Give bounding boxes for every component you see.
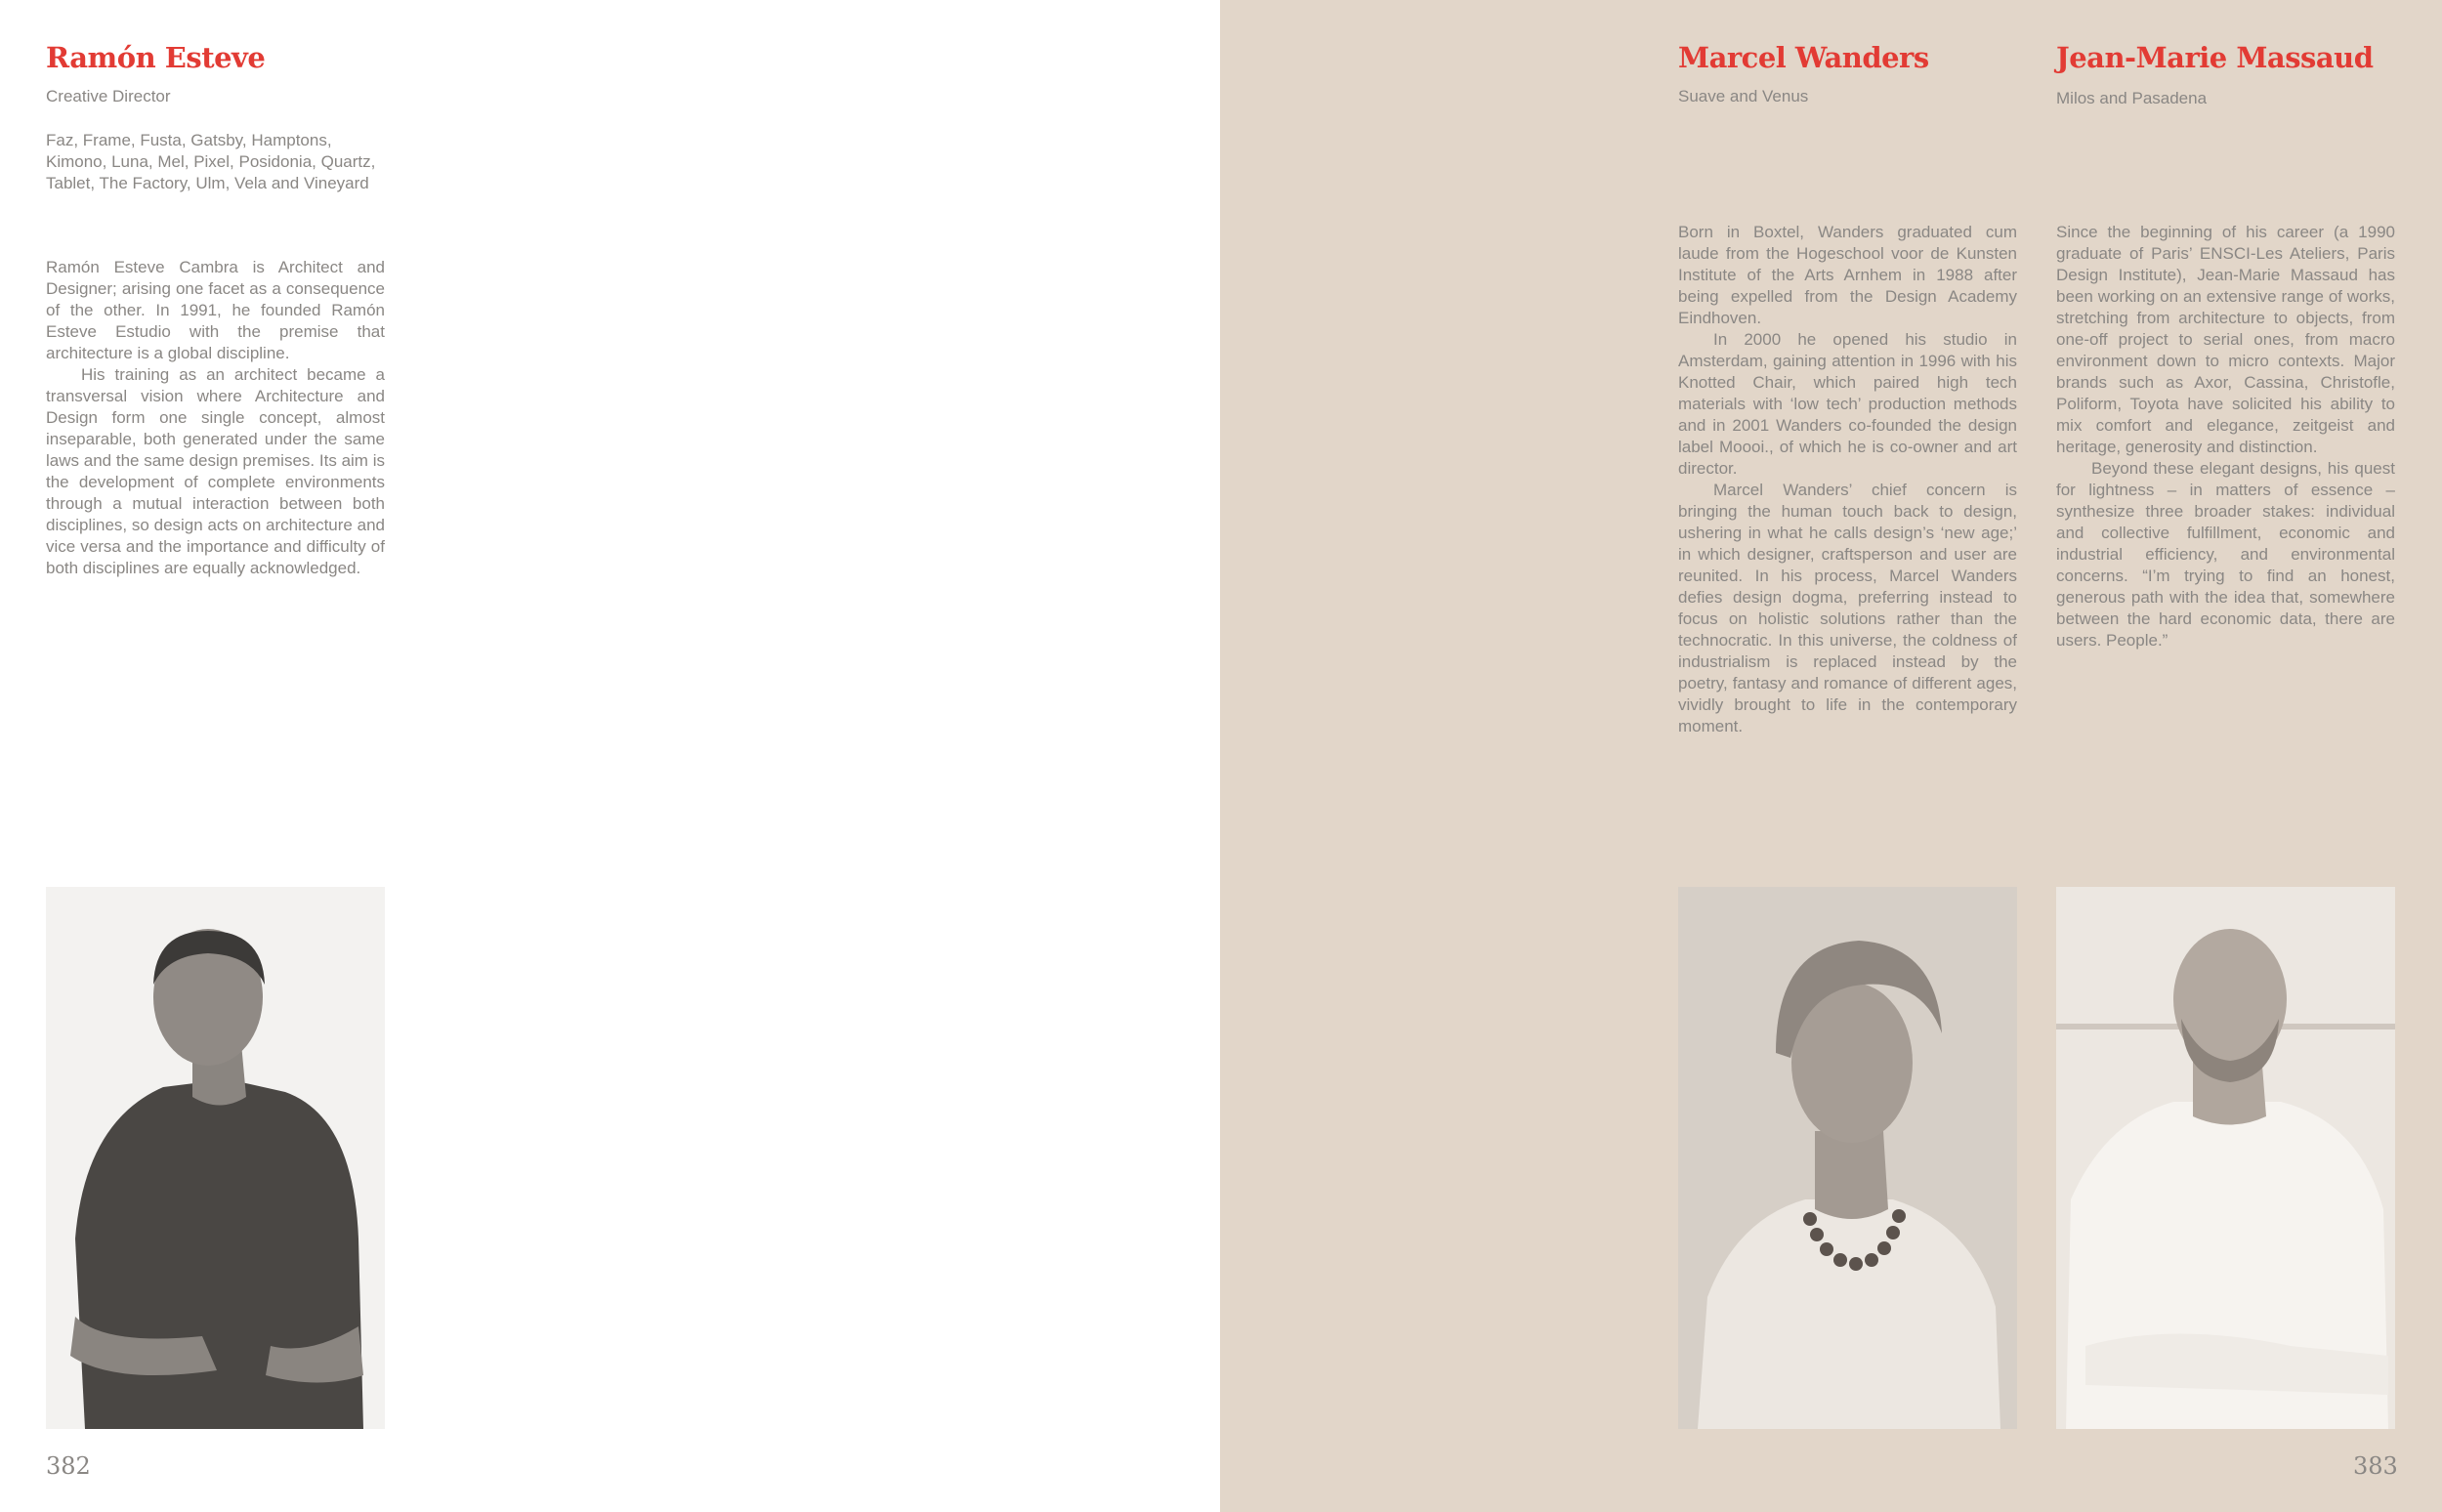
portrait-photo-marcel-wanders (1678, 887, 2017, 1429)
page-number: 382 (46, 1452, 91, 1480)
bio-paragraph: Since the beginning of his career (a 1990 graduate of Paris’ ENSCI-Les Ateliers, Paris Design Institute), Jean-Marie Massaud has been working on an extensive range of works, stretching from architecture to objects, from one-off project to serial ones, from macro environment down to micro contexts. Major brands such as Axor, Cassina, Christofle, Poliform, Toyota have solicited his ability to mix comfort and elegance, zeitgeist and heritage, generosity and distinction. (2056, 223, 2395, 456)
designer-name-jean-marie-massaud: Jean-Marie Massaud (2056, 41, 2374, 74)
designer-works-list: Faz, Frame, Fusta, Gatsby, Hamptons, Kimono, Luna, Mel, Pixel, Posidonia, Quartz, Tablet, The Factory, Ulm, Vela and Vineyard (46, 131, 376, 192)
bio-paragraph: Beyond these elegant designs, his quest for lightness – in matters of essence – synthesize three broader stakes: individual and collective fulfillment, economic and industrial efficiency, and environmental concerns. “I’m trying to find an honest, generous path with the idea that, somewhere between the hard economic data, there are users. People.” (2056, 459, 2395, 650)
bio-paragraph: Marcel Wanders’ chief concern is bringing the human touch back to design, ushering in what he calls design’s ‘new age;’ in which designer, craftsperson and user are reunited. In his process, Marcel Wanders defies design dogma, preferring instead to focus on holistic solutions rather than the technocratic. In this universe, the coldness of industrialism is replaced instead by the poetry, fantasy and romance of different ages, vividly brought to life in the contemporary moment. (1678, 481, 2017, 735)
bio-paragraph: In 2000 he opened his studio in Amsterdam, gaining attention in 1996 with his Knotted Chair, which paired high tech materials with ‘low tech’ production methods and in 2001 Wanders co-founded the design label Moooi., of which he is co-owner and art director. (1678, 330, 2017, 478)
designer-role: Creative Director (46, 87, 171, 105)
bio-paragraph: His training as an architect became a transversal vision where Architecture and Design form one single concept, almost inseparable, both generated under the same laws and the same design premises. Its aim is the development of complete environments through a mutual interaction between both disciplines, so design acts on architecture and vice versa and the importance and difficulty of both disciplines are equally acknowledged. (46, 365, 385, 577)
page-number: 383 (2353, 1452, 2398, 1480)
designer-bio (1678, 222, 2017, 737)
designer-role: Milos and Pasadena (2056, 89, 2208, 107)
portrait-photo-jean-marie-massaud (2056, 887, 2395, 1429)
designer-bio (2056, 222, 2395, 651)
designer-role: Suave and Venus (1678, 87, 1809, 105)
right-page (1220, 0, 2442, 1512)
portrait-photo-ramon-esteve (46, 887, 385, 1429)
designer-name-ramon-esteve: Ramón Esteve (46, 41, 266, 74)
designer-bio (46, 257, 385, 579)
bio-paragraph: Ramón Esteve Cambra is Architect and Designer; arising one facet as a consequence of the other. In 1991, he founded Ramón Esteve Estudio with the premise that architecture is a global discipline. (46, 258, 385, 362)
bio-paragraph: Born in Boxtel, Wanders graduated cum laude from the Hogeschool voor de Kunsten Institute of the Arts Arnhem in 1988 after being expelled from the Design Academy Eindhoven. (1678, 223, 2017, 327)
designer-name-marcel-wanders: Marcel Wanders (1678, 41, 1929, 74)
